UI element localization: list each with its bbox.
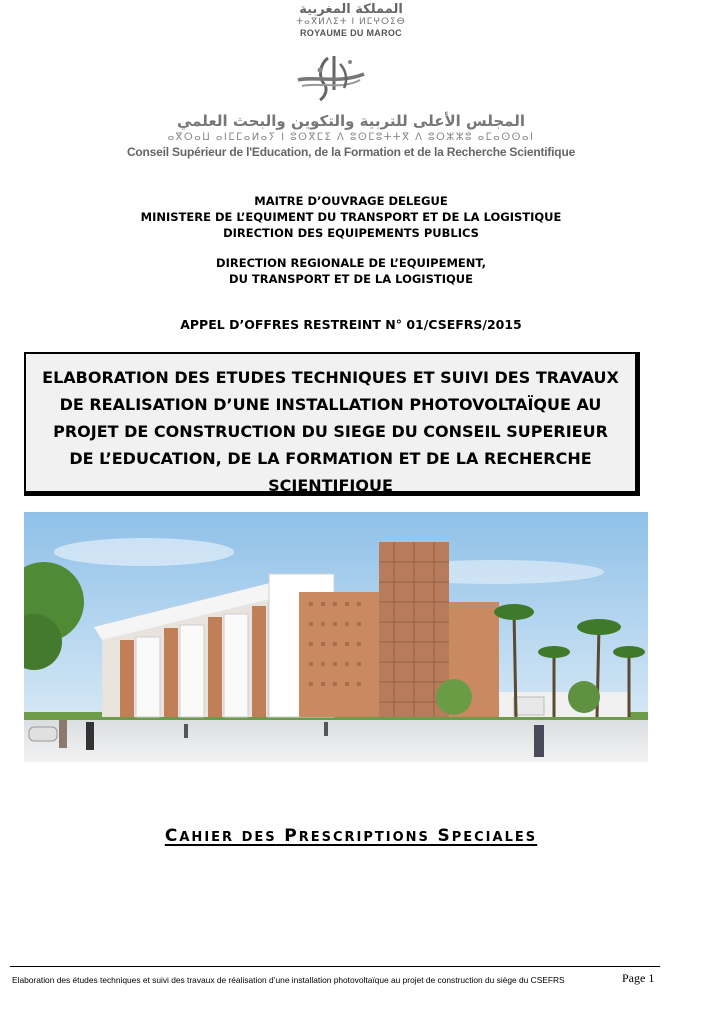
- council-name-french: Conseil Supérieur de l'Education, de la Formation et de la Recherche Scientifique: [126, 145, 576, 159]
- doc-title-word-2: DES: [241, 830, 277, 845]
- council-logo-icon: [290, 50, 370, 112]
- project-title-box: [24, 352, 640, 496]
- page-number: Page 1: [622, 971, 655, 985]
- project-title: [26, 364, 635, 499]
- council-name-tifinagh: ⴰⴳⵔⴰⵡ ⴰⵏⵎⵎⴰⵍⴰⵢ ⵏ ⵓⵙⴳⵎⵉ ⴷ ⵓⵙⵎⵓⵜⵜⴳ ⴷ ⵓⵔⵣⵣⵓ ⴰⵎⴰⵙⵙⴰⵏ: [167, 132, 535, 143]
- kingdom-name-arabic: المملكة المغربية: [299, 2, 403, 17]
- project-title-line-2: DE REALISATION D’UNE INSTALLATION PHOTOVOLTAÏQUE AU: [59, 395, 602, 414]
- doc-title-word-1: AHIER: [179, 830, 235, 845]
- owner-line-4: DIRECTION REGIONALE DE L’EQUIPEMENT,: [216, 256, 486, 270]
- project-title-line-5: SCIENTIFIQUE: [268, 476, 393, 495]
- tender-reference: APPEL D’OFFRES RESTREINT N° 01/CSEFRS/2015: [180, 317, 522, 332]
- footer-text: Elaboration des études techniques et suivi des travaux de réalisation d’une installation photovoltaïque au projet de construction du siège du CSEFRS: [12, 975, 565, 985]
- project-title-line-1: ELABORATION DES ETUDES TECHNIQUES ET SUIVI DES TRAVAUX: [42, 368, 619, 387]
- owner-line-5: DU TRANSPORT ET DE LA LOGISTIQUE: [229, 272, 473, 286]
- kingdom-name-french: ROYAUME DU MAROC: [300, 28, 402, 38]
- owner-line-2: MINISTERE DE L’EQUIMENT DU TRANSPORT ET DE LA LOGISTIQUE: [140, 210, 562, 224]
- doc-title-initial-4: S: [437, 826, 452, 846]
- project-title-line-4: DE L’EDUCATION, DE LA FORMATION ET DE LA RECHERCHE: [69, 449, 592, 468]
- kingdom-name-tifinagh: ⵜⴰⴳⵍⴷⵉⵜ ⵏ ⵍⵎⵖⵔⵉⴱ: [296, 17, 406, 27]
- building-rendering-image: [24, 512, 648, 762]
- doc-title-word-3: RESCRIPTIONS: [298, 830, 430, 845]
- doc-title-initial-3: P: [284, 826, 299, 846]
- project-title-line-3: PROJET DE CONSTRUCTION DU SIEGE DU CONSEIL SUPERIEUR: [53, 422, 608, 441]
- footer-divider: [10, 966, 660, 967]
- document-title: [0, 826, 702, 846]
- doc-title-word-4: PECIALES: [451, 830, 538, 845]
- letterhead: [0, 0, 702, 170]
- building-rendering-icon: [24, 512, 648, 762]
- owner-line-1: MAITRE D’OUVRAGE DELEGUE: [254, 194, 448, 208]
- doc-title-initial-1: C: [164, 826, 180, 846]
- owner-line-3: DIRECTION DES EQUIPEMENTS PUBLICS: [223, 226, 479, 240]
- council-name-arabic: المجلس الأعلى للتربية والتكوين والبحث العلمي: [177, 112, 525, 130]
